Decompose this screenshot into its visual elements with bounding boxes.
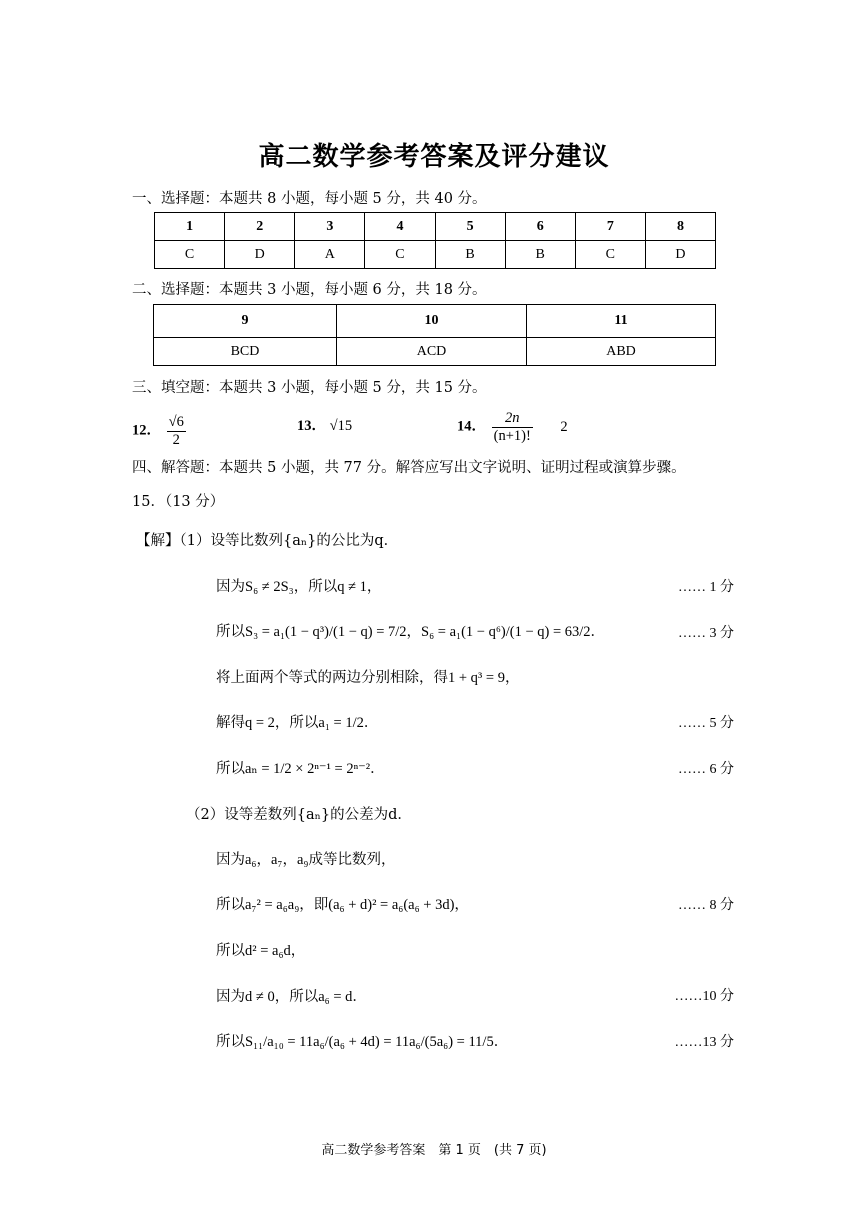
answer-table-2 [153, 304, 716, 366]
table-cell: B [435, 241, 505, 269]
fraction [167, 414, 186, 448]
numerator: 2n [492, 410, 533, 428]
step-line: 因为S₆ ≠ 2S₃，所以q ≠ 1， [216, 579, 382, 595]
table-cell: 2 [225, 213, 295, 241]
denominator: 2 [172, 431, 180, 448]
score-mark: …… 6 分 [678, 762, 734, 777]
table-cell: 3 [295, 213, 365, 241]
section-1-heading: 一、选择题：本题共 8 小题，每小题 5 分，共 40 分。 [132, 191, 487, 207]
step-line: 所以d² = a₆d， [216, 943, 306, 959]
table-header-row [154, 305, 716, 338]
step-line: 所以S₃ = a₁(1 − q³)/(1 − q) = 7/2，S₆ = a₁(1 − q⁶)/(1 − q) = 63/2． [216, 624, 606, 640]
table-cell: ABD [527, 338, 716, 366]
table-cell: C [365, 241, 435, 269]
section-4-heading: 四、解答题：本题共 5 小题，共 77 分。解答应写出文字说明、证明过程或演算步骤。 [132, 460, 686, 476]
table-cell: A [295, 241, 365, 269]
table-cell: 11 [527, 305, 716, 338]
answer-14 [457, 410, 568, 444]
table-header-row [155, 213, 716, 241]
fraction [492, 410, 533, 444]
score-mark: …… 8 分 [678, 898, 734, 913]
solution-part-1: 【解】（1）设等比数列{aₙ}的公比为q． [136, 533, 399, 549]
question-15-heading: 15．（13 分） [132, 494, 225, 510]
table-cell: ACD [337, 338, 527, 366]
question-number: 14． [457, 418, 486, 435]
denominator: (n+1)! [493, 427, 531, 444]
step-line: 因为a₆，a₇，a₉成等比数列， [216, 852, 396, 868]
section-2-heading: 二、选择题：本题共 3 小题，每小题 6 分，共 18 分。 [132, 282, 487, 298]
table-cell: 8 [645, 213, 715, 241]
answer-12 [132, 414, 188, 448]
table-cell: D [645, 241, 715, 269]
table-cell: 4 [365, 213, 435, 241]
table-cell: 7 [575, 213, 645, 241]
numerator: √6 [168, 414, 184, 430]
step-line: 所以a₇² = a₆a₉，即(a₆ + d)² = a₆(a₆ + 3d)， [216, 897, 469, 913]
step-line: 解得q = 2，所以a₁ = 1/2． [216, 715, 379, 731]
score-mark: …… 3 分 [678, 626, 734, 641]
table-cell: C [155, 241, 225, 269]
step-line: 所以S₁₁/a₁₀ = 11a₆/(a₆ + 4d) = 11a₆/(5a₆) = 11/5． [216, 1034, 509, 1050]
table-cell: C [575, 241, 645, 269]
section-3-heading: 三、填空题：本题共 3 小题，每小题 5 分，共 15 分。 [132, 380, 487, 396]
table-row [154, 338, 716, 366]
table-cell: 9 [154, 305, 337, 338]
table-cell: BCD [154, 338, 337, 366]
score-mark: …… 1 分 [678, 580, 734, 595]
table-cell: 10 [337, 305, 527, 338]
answer-table-1 [154, 212, 716, 269]
table-row [155, 241, 716, 269]
question-number: 13． [297, 418, 326, 434]
page-title: 高二数学参考答案及评分建议 [258, 142, 610, 172]
answer-value: √15 [329, 418, 353, 434]
score-mark: ……10 分 [674, 989, 734, 1004]
table-cell: 6 [505, 213, 575, 241]
table-cell: 1 [155, 213, 225, 241]
score-mark: …… 5 分 [678, 716, 734, 731]
table-cell: D [225, 241, 295, 269]
answer-value: 2 [560, 418, 568, 435]
page-footer: 高二数学参考答案 第 1 页 (共 7 页) [321, 1143, 547, 1158]
step-line: 所以aₙ = 1/2 × 2ⁿ⁻¹ = 2ⁿ⁻²． [216, 761, 385, 777]
score-mark: ……13 分 [674, 1035, 734, 1050]
table-cell: 5 [435, 213, 505, 241]
table-cell: B [505, 241, 575, 269]
question-number: 12． [132, 422, 161, 439]
step-line: 将上面两个等式的两边分别相除，得1 + q³ = 9， [216, 670, 520, 686]
answer-13 [297, 414, 352, 435]
step-line: 因为d ≠ 0，所以a₆ = d． [216, 989, 367, 1005]
solution-part-2: （2）设等差数列{aₙ}的公差为d． [186, 807, 412, 823]
